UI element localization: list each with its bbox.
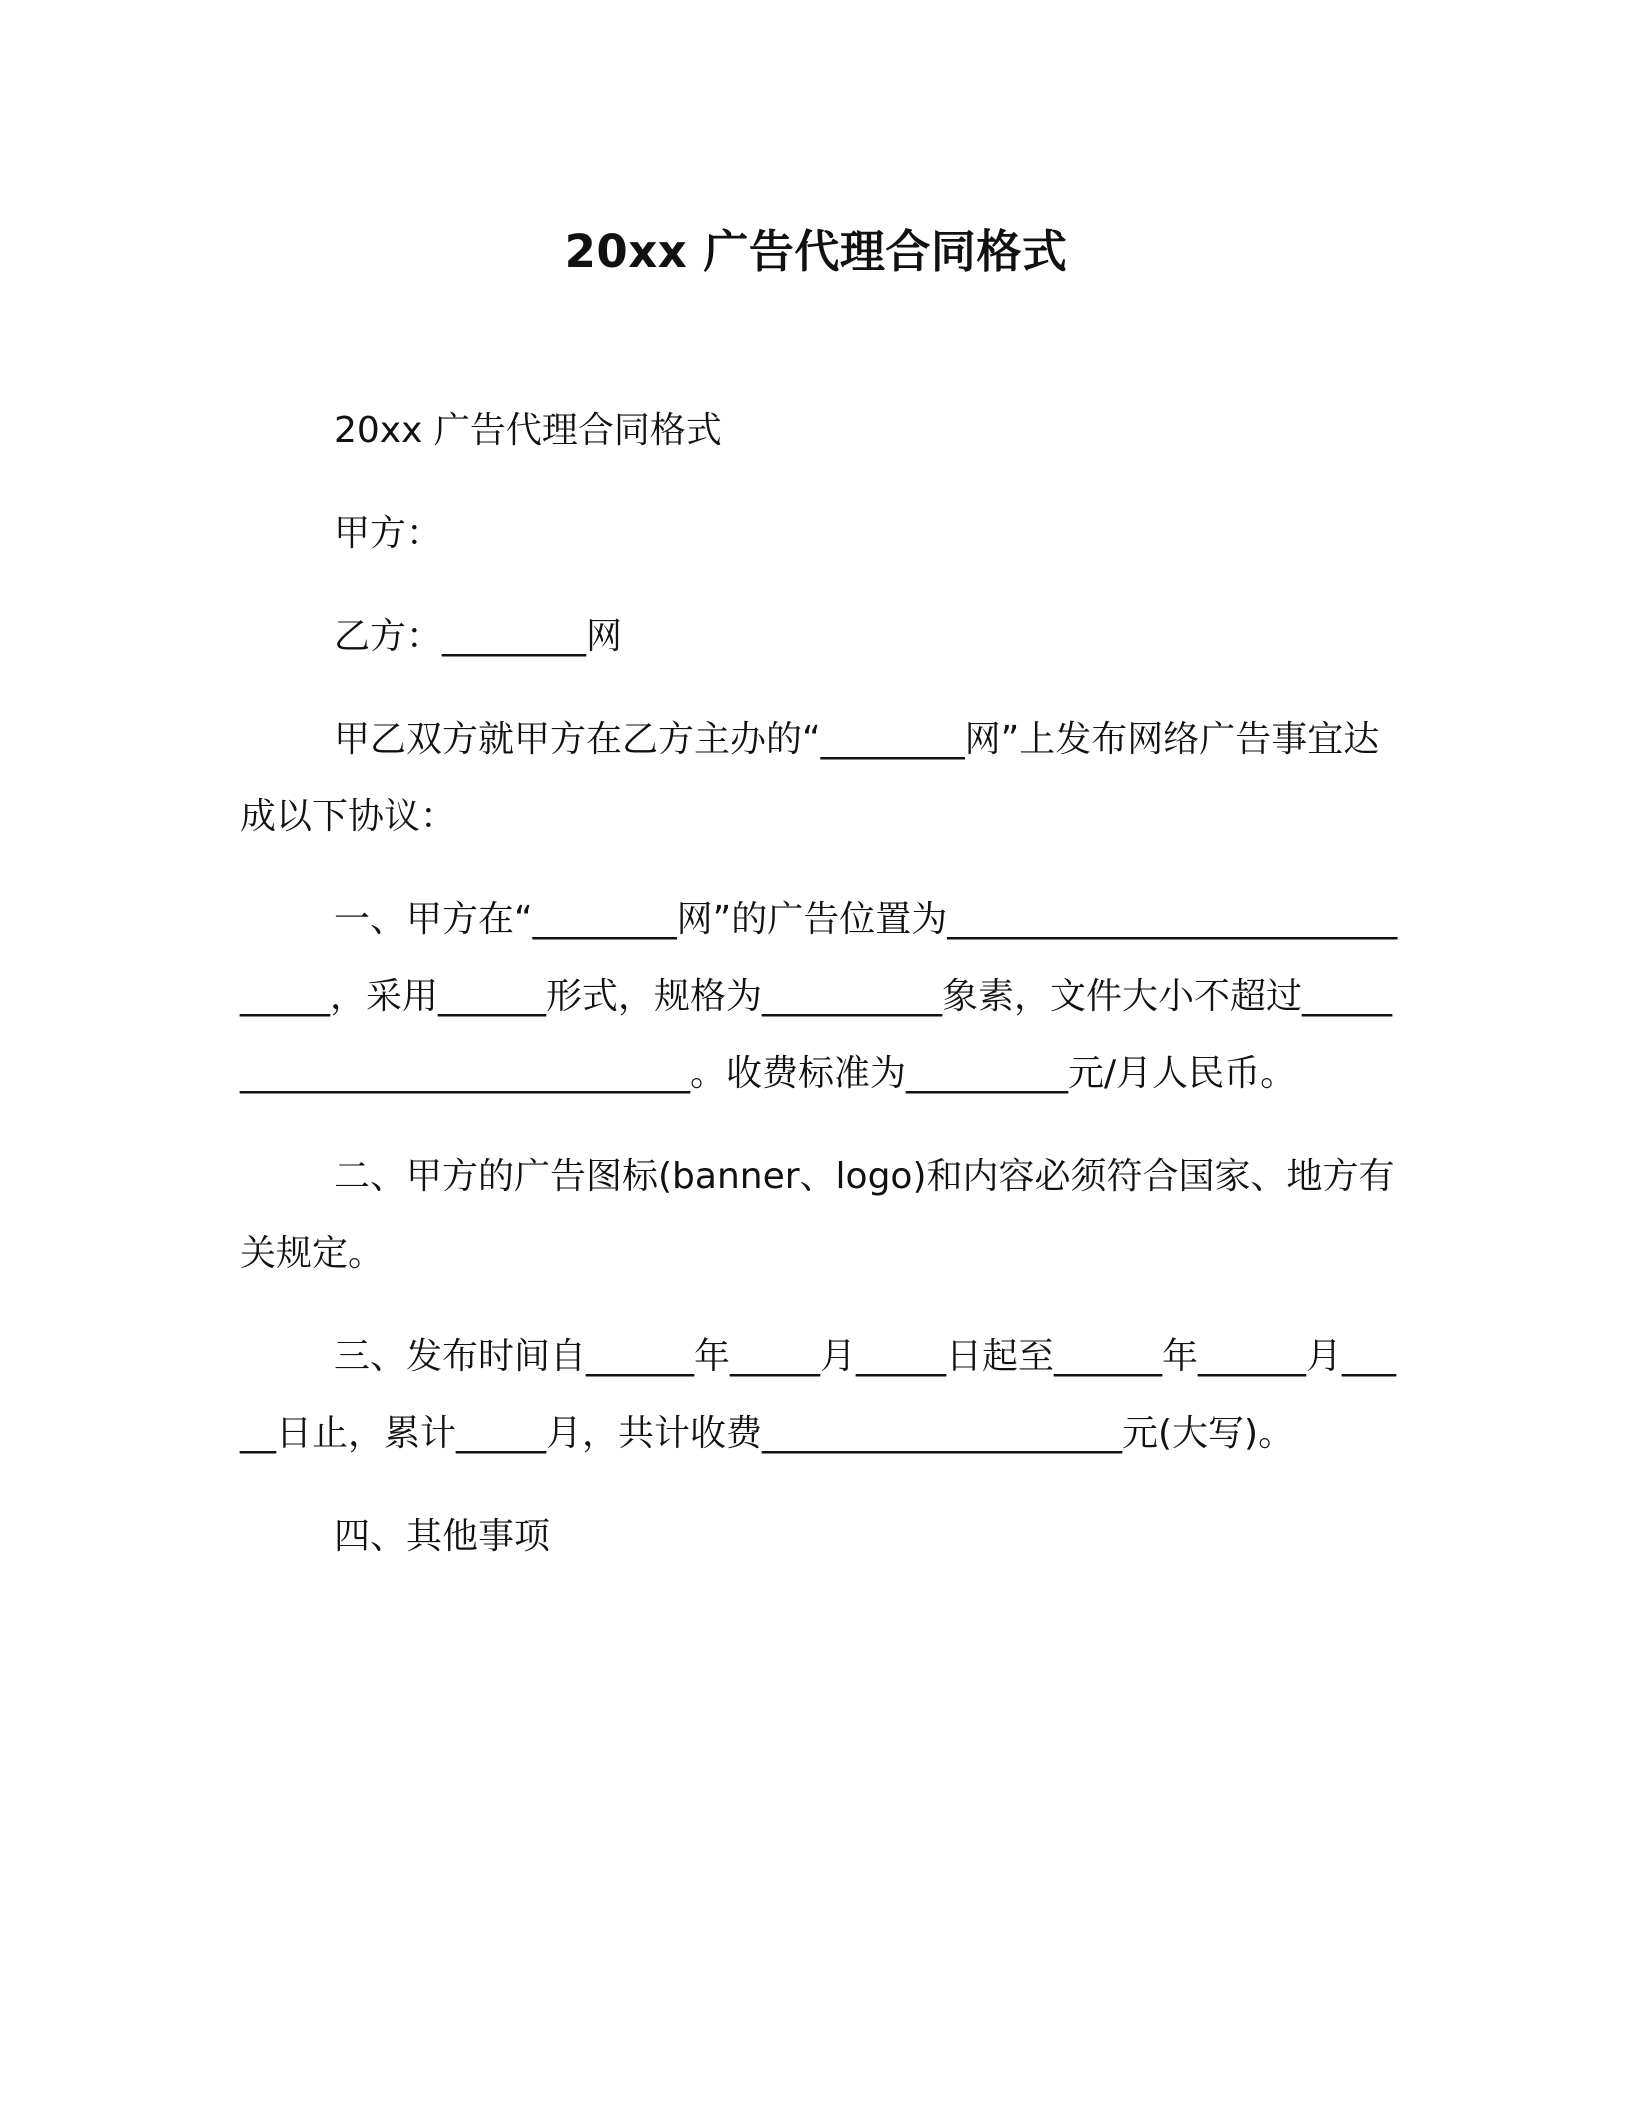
paragraph-clause-1: 一、甲方在“________网”的广告位置为______________________________，采用______形式，规格为__________象素，文件大小不超过______________________________。收费标准为_________元/月人民币。 <box>240 899 1398 1094</box>
paragraph-intro: 甲乙双方就甲方在乙方主办的“________网”上发布网络广告事宜达成以下协议： <box>240 719 1380 837</box>
paragraph-party-a: 甲方： <box>334 513 443 554</box>
paragraph-clause-3: 三、发布时间自______年_____月_____日起至______年______月_____日止，累计_____月，共计收费____________________元(大写)。 <box>240 1336 1397 1454</box>
paragraph-clause-4: 四、其他事项 <box>334 1516 551 1557</box>
document-title: 20xx 广告代理合同格式 <box>564 225 1068 278</box>
paragraph-party-b: 乙方：________网 <box>334 616 623 657</box>
paragraph-clause-2: 二、甲方的广告图标(banner、logo)和内容必须符合国家、地方有关规定。 <box>240 1156 1395 1274</box>
document-body <box>240 392 1400 1601</box>
paragraph-subtitle: 20xx 广告代理合同格式 <box>334 410 722 451</box>
